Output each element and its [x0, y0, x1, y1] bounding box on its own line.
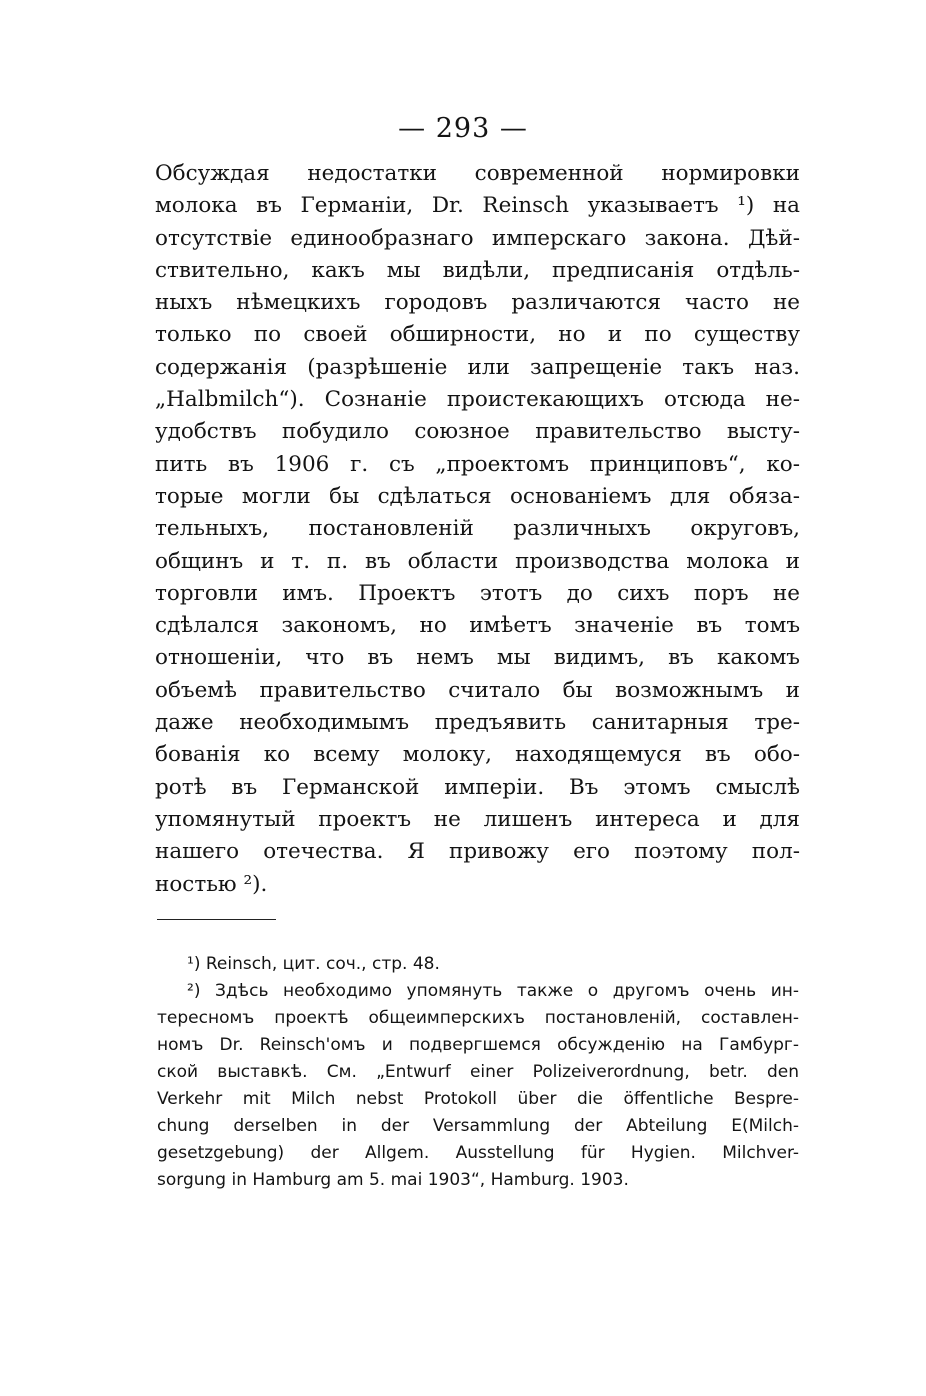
footnote-1: ¹) Reinsch, цит. соч., стр. 48.: [187, 954, 440, 974]
main-text: [155, 158, 800, 901]
body-line: торые могли бы сдѣлаться основаніемъ для обяза-: [155, 483, 800, 509]
body-line: сдѣлался закономъ, но имѣетъ значеніе въ томъ: [155, 613, 800, 639]
body-line: даже необходимымъ предъявить санитарныя тре-: [155, 710, 800, 736]
body-line: отсутствіе единообразнаго имперскаго закона. Дѣй-: [155, 225, 800, 251]
body-line: „Halbmilch“). Сознаніе проистекающихъ отсюда не-: [155, 387, 800, 413]
body-line: Обсуждая недостатки современной нормировки: [155, 161, 800, 186]
body-line: торговли имъ. Проектъ этотъ до сихъ поръ не: [155, 580, 800, 606]
body-line: удобствъ побудило союзное правительство высту-: [155, 419, 800, 445]
footnote-2-line: номъ Dr. Reinsch'омъ и подвергшемся обсужденію на Гамбург-: [157, 1035, 799, 1055]
body-line: только по своей обширности, но и по существу: [155, 322, 800, 348]
body-line: ротѣ въ Германской имперіи. Въ этомъ смыслѣ: [155, 774, 800, 800]
body-line: бованія ко всему молоку, находящемуся въ обо-: [155, 742, 800, 768]
body-line: ствительно, какъ мы видѣли, предписанія отдѣль-: [155, 257, 800, 283]
body-line: упомянутый проектъ не лишенъ интереса и для: [155, 806, 800, 832]
footnote-2-line: тересномъ проектѣ общеимперскихъ постановленій, составлен-: [157, 1008, 799, 1028]
footnote-2-line: Verkehr mit Milch nebst Protokoll über die öffentliche Bespre-: [157, 1089, 799, 1109]
footnote-2-line: sorgung in Hamburg am 5. mai 1903“, Hamburg. 1903.: [157, 1170, 629, 1190]
body-line: ностью ²).: [155, 871, 268, 897]
footnote-2-line: ской выставкѣ. См. „Entwurf einer Polizeiverordnung, betr. den: [157, 1062, 799, 1082]
body-line: тельныхъ, постановленій различныхъ округовъ,: [155, 516, 800, 542]
footnote-2-line: ²) Здѣсь необходимо упомянуть также о другомъ очень ин-: [187, 981, 799, 1001]
page-number: — 293 —: [398, 113, 528, 144]
body-line: содержанія (разрѣшеніе или запрещеніе такъ наз.: [155, 354, 800, 380]
body-line: отношеніи, что въ немъ мы видимъ, въ какомъ: [155, 645, 800, 671]
footnote-separator: [157, 919, 276, 920]
body-line: молока въ Германіи, Dr. Reinsch указываетъ ¹) на: [155, 193, 800, 219]
footnote-2-line: gesetzgebung) der Allgem. Ausstellung für Hygien. Milchver-: [157, 1143, 799, 1163]
footnotes: [157, 951, 799, 1194]
body-line: объемѣ правительство считало бы возможнымъ и: [155, 677, 800, 703]
body-line: нашего отечества. Я привожу его поэтому пол-: [155, 839, 800, 865]
body-line: ныхъ нѣмецкихъ городовъ различаются часто не: [155, 290, 800, 316]
body-line: общинъ и т. п. въ области производства молока и: [155, 548, 800, 574]
body-line: пить въ 1906 г. съ „проектомъ принциповъ“, ко-: [155, 451, 800, 477]
footnote-2-line: chung derselben in der Versammlung der Abteilung E(Milch-: [157, 1116, 799, 1136]
